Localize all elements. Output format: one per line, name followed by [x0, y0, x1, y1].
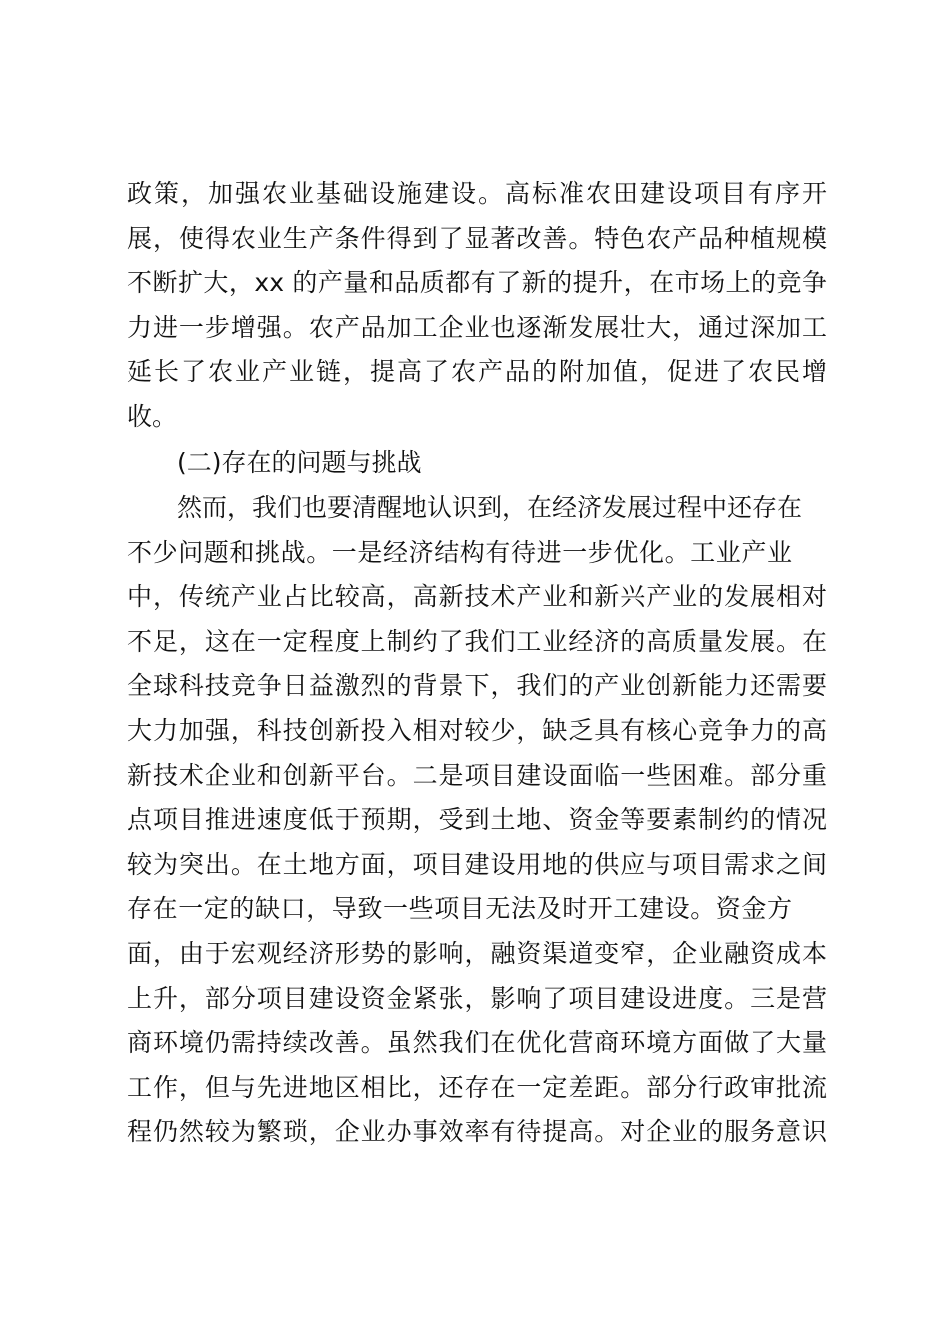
paragraph-line: 不少问题和挑战。一是经济结构有待进一步优化。工业产业 [127, 537, 792, 567]
paragraph-line: 全球科技竞争日益激烈的背景下，我们的产业创新能力还需要 [127, 671, 827, 701]
paragraph-agriculture [127, 172, 827, 440]
paragraph-line: 存在一定的缺口，导致一些项目无法及时开工建设。资金方 [127, 894, 792, 924]
paragraph-line: 点项目推进速度低于预期，受到土地、资金等要素制约的情况 [127, 805, 827, 835]
paragraph-line: 商环境仍需持续改善。虽然我们在优化营商环境方面做了大量 [127, 1028, 827, 1058]
paragraph-line: 程仍然较为繁琐，企业办事效率有待提高。对企业的服务意识 [127, 1117, 827, 1147]
paragraph-line: 延长了农业产业链，提高了农产品的附加值，促进了农民增 [127, 357, 827, 387]
paragraph-line: 不断扩大，xx 的产量和品质都有了新的提升，在市场上的竞争 [127, 268, 827, 298]
paragraph-line: 面，由于宏观经济形势的影响，融资渠道变窄，企业融资成本 [127, 938, 827, 968]
paragraph-line: 收。 [127, 401, 178, 431]
paragraph-line: 中，传统产业占比较高，高新技术产业和新兴产业的发展相对 [127, 582, 827, 612]
paragraph-line: 上升，部分项目建设资金紧张，影响了项目建设进度。三是营 [127, 983, 827, 1013]
paragraph-problems [127, 486, 827, 1155]
section-heading-block [127, 441, 827, 486]
paragraph-line: 工作，但与先进地区相比，还存在一定差距。部分行政审批流 [127, 1072, 827, 1102]
paragraph-line: 不足，这在一定程度上制约了我们工业经济的高质量发展。在 [127, 626, 827, 656]
paragraph-line: 展，使得农业生产条件得到了显著改善。特色农产品种植规模 [127, 223, 827, 253]
paragraph-line: 力进一步增强。农产品加工企业也逐渐发展壮大，通过深加工 [127, 312, 827, 342]
paragraph-line: 然而，我们也要清醒地认识到，在经济发展过程中还存在 [177, 493, 803, 522]
paragraph-line: 较为突出。在土地方面，项目建设用地的供应与项目需求之间 [127, 849, 827, 879]
section-heading: (二)存在的问题与挑战 [177, 448, 422, 477]
paragraph-line: 新技术企业和创新平台。二是项目建设面临一些困难。部分重 [127, 760, 827, 790]
paragraph-line: 大力加强，科技创新投入相对较少，缺乏具有核心竞争力的高 [127, 715, 827, 745]
paragraph-line: 政策，加强农业基础设施建设。高标准农田建设项目有序开 [127, 179, 827, 208]
